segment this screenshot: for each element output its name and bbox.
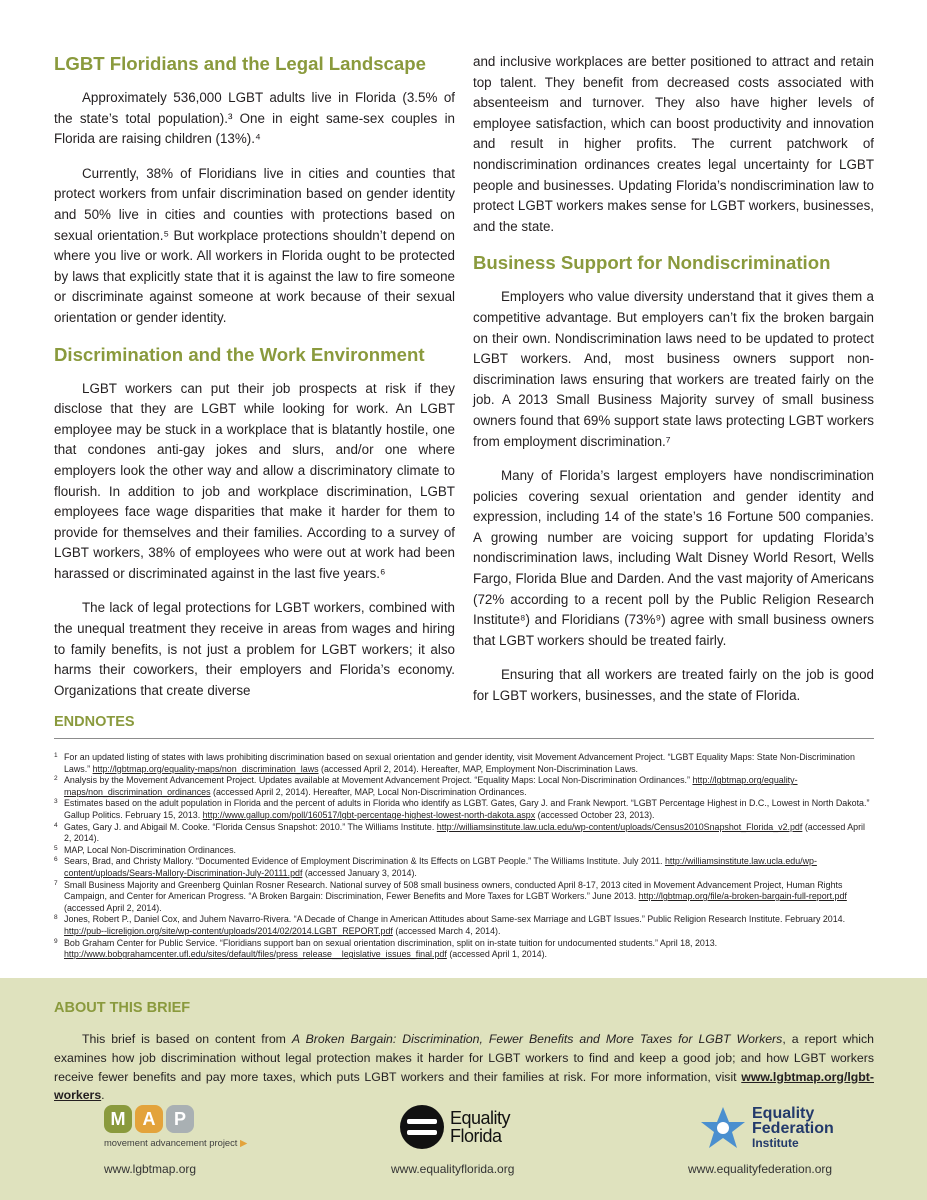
endnote-item bbox=[54, 752, 874, 775]
endnote-number: 4 bbox=[54, 821, 58, 829]
map-letter-a: A bbox=[135, 1105, 163, 1133]
star-icon bbox=[700, 1105, 746, 1151]
section-heading-work-environment: Discrimination and the Work Environment bbox=[54, 343, 425, 365]
right-column bbox=[473, 52, 874, 721]
endnote-access: (accessed April 2, 2014). Hereafter, MAP, Local Non-Discrimination Ordinances. bbox=[213, 786, 527, 797]
endnote-link[interactable]: http://www.gallup.com/poll/160517/lgbt-percentage-highest-lowest-north-dakota.aspx bbox=[202, 809, 536, 820]
paragraph: Currently, 38% of Floridians live in cities and counties that protect workers from unfair discrimination based on gender identity and 50% live in cities and counties with protections based on sexual orientation.⁵ But workplace protections shouldn’t depend on where you live or work. All workers in Florida ought to be protected by laws that explicitly state that it is against the law to fire someone or discriminate against someone at work because of their sexual orientation or gender identity. bbox=[54, 165, 455, 325]
endnote-item bbox=[54, 822, 874, 845]
endnote-number: 1 bbox=[54, 752, 58, 759]
endnote-text: Sears, Brad, and Christy Mallory. “Documented Evidence of Employment Discrimination & Its Effects on LGBT People.” The Williams Institute. July 2011. bbox=[64, 856, 663, 867]
endnote-number: 3 bbox=[54, 798, 58, 806]
paragraph: The lack of legal protections for LGBT workers, combined with the unequal treatment they receive in areas from wages and hiring to family benefits, is not just a problem for LGBT workers; it also harms their coworkers, their employers and Florida’s economy. Organizations that create diverse bbox=[54, 600, 455, 698]
endnote-item bbox=[54, 880, 874, 915]
endnote-access: (accessed April 1, 2014). bbox=[449, 949, 547, 960]
endnote-text: Jones, Robert P., Daniel Cox, and Juhem Navarro-Rivera. “A Decade of Change in American Attitudes about Same-sex Marriage and LGBT Issues.” Public Religion Research Institute. February 2014. bbox=[64, 914, 846, 925]
map-tagline: movement advancement project ▶ bbox=[104, 1137, 248, 1148]
endnote-access: (accessed April 2, 2014). Hereafter, MAP, Employment Non-Discrimination Laws. bbox=[321, 763, 639, 774]
endnote-text: Analysis by the Movement Advancement Project. Updates available at Movement Advancement Project. “Equality Maps: Local Non-Discrimination Ordinances.” bbox=[64, 775, 690, 786]
about-text: This brief is based on content from A Broken Bargain: Discrimination, Fewer Benefits and More Taxes for LGBT Workers, a report which examines how job discrimination without legal protection makes it harder for LGBT workers to find and keep a good job; and how LGBT workers receive fewer benefits and pay more taxes, which puts LGBT workers and their families at risk. For more information, visit www.lgbtmap.org/lgbt-workers. bbox=[54, 1032, 875, 1103]
endnote-text: Gates, Gary J. and Abigail M. Cooke. “Florida Census Snapshot: 2010.” The Williams Institute. bbox=[64, 821, 435, 832]
endnote-link[interactable]: http://pub--licreligion.org/site/wp-content/uploads/2014/02/2014.LGBT_REPORT.pdf bbox=[64, 925, 393, 936]
endnote-item bbox=[54, 845, 874, 857]
endnote-access: (accessed April 2, 2014). bbox=[64, 902, 162, 913]
paragraph: Approximately 536,000 LGBT adults live in Florida (3.5% of the state’s total population).³ One in eight same-sex couples in Florida are raising children (13%).⁴ bbox=[54, 90, 455, 147]
endnote-item bbox=[54, 798, 874, 821]
endnote-access: (accessed October 23, 2013). bbox=[537, 809, 655, 820]
section-heading-legal-landscape: LGBT Floridians and the Legal Landscape bbox=[54, 53, 426, 74]
endnote-access: (accessed April 2, 2014). bbox=[64, 821, 865, 844]
endnote-text: MAP, Local Non-Discrimination Ordinances. bbox=[64, 844, 236, 855]
endnote-number: 6 bbox=[54, 856, 58, 864]
endnotes-title: ENDNOTES bbox=[54, 714, 135, 730]
paragraph: Employers who value diversity understand that it gives them a competitive advantage. But employers can’t fix the broken bargain on their own. Nondiscrimination laws need to be updated to protect LGBT workers. And, most business owners support non-discrimination laws ensuring that workers are treated fairly on the job. A 2013 Small Business Majority survey of small business owners found that 69% support state laws protecting LGBT workers from employment discrimination.⁷ bbox=[473, 289, 874, 449]
federation-line1: Equality bbox=[752, 1104, 815, 1122]
endnote-number: 8 bbox=[54, 914, 58, 922]
equality-florida-line2: Florida bbox=[450, 1126, 502, 1146]
endnote-item bbox=[54, 938, 874, 961]
endnote-number: 9 bbox=[54, 937, 58, 945]
endnote-text: Estimates based on the adult population in Florida and the percent of adults in Florida who identify as LGBT. Gates, Gary J. and Frank Newport. “LGBT Percentage Highest in D.C., Lowest in North Dakota.” Gallup Politics. February 15, 2013. bbox=[64, 798, 870, 820]
section-heading-business-support: Business Support for Nondiscrimination bbox=[473, 252, 831, 274]
equality-florida-line1: Equality bbox=[450, 1108, 511, 1128]
endnote-link[interactable]: http://www.bobgrahamcenter.ufl.edu/sites/default/files/press_release__legislative_issues_final.pdf bbox=[64, 949, 447, 960]
equality-federation-logo bbox=[700, 1102, 860, 1154]
paragraph-continuation: and inclusive workplaces are better positioned to attract and retain top talent. They benefit from decreased costs associated with absenteeism and turnover. They also have higher levels of employee satisfaction, which can boost productivity and innovation and result in higher profits. The current patchwork of nondiscrimination ordinances creates legal uncertainty for LGBT people and businesses. Updating Florida’s nondiscrimination law to protect LGBT workers makes sense for LGBT workers, businesses, and the state. bbox=[473, 54, 874, 234]
about-title: ABOUT THIS BRIEF bbox=[54, 1000, 191, 1016]
paragraph: Many of Florida’s largest employers have nondiscrimination policies covering sexual orientation and gender identity and expression, including 14 of the state’s 16 Fortune 500 companies. A growing number are voicing support for updating Florida’s nondiscrimination laws, including Walt Disney World Resort, Wells Fargo, Florida Blue and Darden. And the vast majority of Americans (72% according to a recent poll by the Public Religion Research Institute⁸) and Floridians (73%⁹) agree with small business owners that LGBT workers should be treated fairly. bbox=[473, 468, 874, 648]
endnote-number: 5 bbox=[54, 844, 58, 852]
equality-florida-website[interactable]: www.equalityflorida.org bbox=[391, 1162, 515, 1176]
endnotes-divider bbox=[54, 738, 874, 739]
equality-federation-website[interactable]: www.equalityfederation.org bbox=[688, 1162, 833, 1176]
endnote-link[interactable]: http://williamsinstitute.law.ucla.edu/wp-content/uploads/Census2010Snapshot_Florida_v2.pdf bbox=[436, 821, 803, 832]
map-letter-p: P bbox=[166, 1105, 194, 1133]
map-logo bbox=[104, 1105, 264, 1155]
federation-line2: Federation bbox=[752, 1119, 834, 1137]
endnote-text: For an updated listing of states with laws prohibiting discrimination based on sexual orientation and gender identity, visit Movement Advancement Project. “LGBT Equality Maps: State Non-Discrimination Laws.” bbox=[64, 752, 855, 774]
endnote-link[interactable]: http://lgbtmap.org/equality-maps/non_discrimination_laws bbox=[92, 763, 319, 774]
endnote-number: 2 bbox=[54, 775, 58, 783]
endnote-text: Small Business Majority and Greenberg Quinlan Rosner Research. National survey of 508 small business owners, conducted April 8-17, 2013 cited in Movement Advancement Project, Human Rights Campaign, and Center for American Progress. “A Broken Bargain: Discrimination, Fewer Benefits and More Taxes for LGBT Workers.” June 2013. bbox=[64, 879, 843, 902]
report-title: A Broken Bargain: Discrimination, Fewer Benefits and More Taxes for LGBT Workers bbox=[291, 1032, 783, 1046]
endnote-item bbox=[54, 775, 874, 798]
equality-florida-logo bbox=[400, 1102, 540, 1152]
endnote-item bbox=[54, 856, 874, 879]
endnote-item bbox=[54, 914, 874, 937]
federation-line3: Institute bbox=[752, 1135, 799, 1150]
map-letter-m: M bbox=[104, 1105, 132, 1133]
endnote-link[interactable]: http://williamsinstitute.law.ucla.edu/wp-content/uploads/Sears-Mallory-Discrimination-July-20111.pdf bbox=[64, 856, 817, 878]
paragraph: LGBT workers can put their job prospects at risk if they disclose that they are LGBT while looking for work. An LGBT employee may be stuck in a workplace that is blatantly hostile, one that condones anti-gay jokes and slurs, and/or one where employers look the other way and allow a discriminatory climate to flourish. In addition to job and workplace discrimination, LGBT employees face wage disparities that make it harder for them to provide for themselves and their families. According to a survey of LGBT workers, 38% of employees who were out at work had been harassed or discriminated against in the last five years.⁶ bbox=[54, 380, 455, 581]
endnote-access: (accessed January 3, 2014). bbox=[304, 867, 417, 878]
paragraph: Ensuring that all workers are treated fairly on the job is good for LGBT workers, businesses, and the state of Florida. bbox=[473, 667, 874, 704]
endnote-text: Bob Graham Center for Public Service. “Floridians support ban on sexual orientation discrimination, split on in-state tuition for undocumented students.” April 18, 2013. bbox=[64, 937, 718, 948]
endnotes-list bbox=[54, 752, 874, 961]
equal-sign-icon bbox=[400, 1105, 444, 1149]
left-column bbox=[54, 52, 455, 715]
lgbt-workers-link[interactable]: www.lgbtmap.org/lgbt-workers bbox=[54, 1069, 874, 1103]
endnote-link[interactable]: http://lgbtmap.org/equality-maps/non_discrimination_ordinances bbox=[64, 775, 798, 797]
map-website[interactable]: www.lgbtmap.org bbox=[104, 1162, 197, 1176]
endnote-number: 7 bbox=[54, 879, 58, 887]
endnote-access: (accessed March 4, 2014). bbox=[395, 925, 501, 936]
endnote-link[interactable]: http://lgbtmap.org/file/a-broken-bargain-full-report.pdf bbox=[638, 891, 847, 902]
